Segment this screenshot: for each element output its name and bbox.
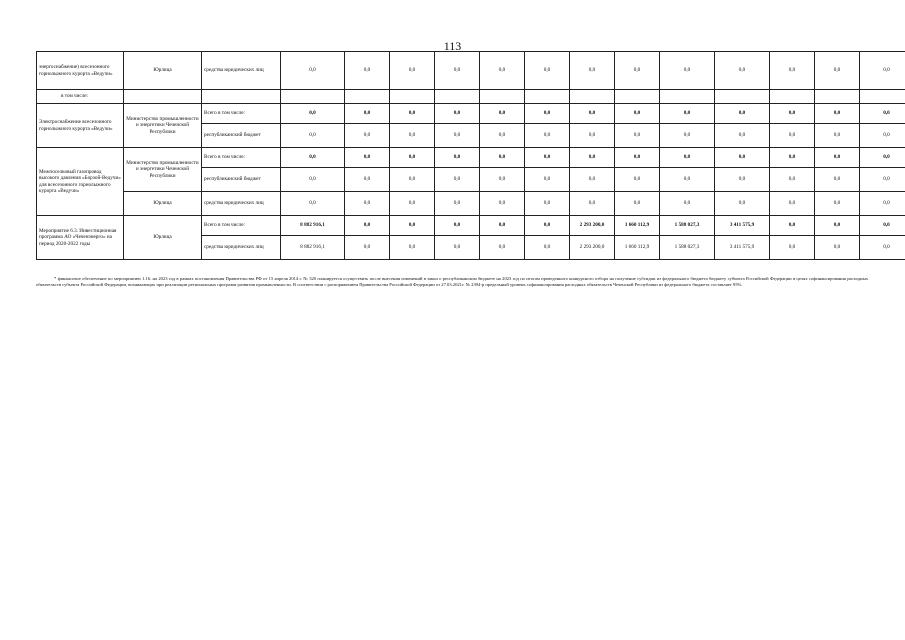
value-cell: 3 411 575,9 xyxy=(715,216,770,236)
funding-source: республиканский бюджет xyxy=(202,124,281,148)
value-cell: 0,0 xyxy=(570,148,615,168)
funding-table xyxy=(36,51,905,260)
value-cell: 0,0 xyxy=(345,52,390,90)
value-cell: 0,0 xyxy=(860,52,905,90)
value-cell: 0,0 xyxy=(715,168,770,192)
executor: Юрлица xyxy=(124,216,202,260)
value-cell: 0,0 xyxy=(770,236,815,260)
table-row xyxy=(37,216,905,236)
value-cell: 0,0 xyxy=(660,124,715,148)
funding-source: средства юридических лиц xyxy=(202,236,281,260)
value-cell xyxy=(860,90,905,104)
value-cell xyxy=(281,90,345,104)
value-cell: 0,0 xyxy=(345,236,390,260)
value-cell: 0,0 xyxy=(480,192,525,216)
value-cell: 0,0 xyxy=(615,52,660,90)
value-cell: 0,0 xyxy=(525,192,570,216)
value-cell: 0,0 xyxy=(281,168,345,192)
value-cell: 0,0 xyxy=(435,216,480,236)
value-cell: 0,0 xyxy=(860,216,905,236)
value-cell xyxy=(570,90,615,104)
value-cell: 0,0 xyxy=(525,104,570,124)
value-cell: 8 882 916,1 xyxy=(281,216,345,236)
value-cell: 2 293 200,0 xyxy=(570,216,615,236)
value-cell: 0,0 xyxy=(345,168,390,192)
value-cell: 0,0 xyxy=(660,104,715,124)
footnote: * финансовое обеспечение по мероприятию 1.16. на 2023 год в рамках постановления Правительства РФ от 15 апреля 2014 г. № 320 планируется осуществить после внесения изменений в закон о республиканском бюджете на 2023 год по итогам проведенного конкурсного отбора на получение субсидии из федерального бюджета бюджету субъекта Российской Федерации в целях софинансирования расходных обязательств субъекта Российской Федерации, возникающих при реализации региональных программ развития промышленности. В соответствии с распоряжением Правительства Российской Федерации от 27.03.2021г. № 2394-р предельный уровень софинансирования расходных обязательств Чеченской Республики из федерального бюджета составляет 95%. xyxy=(36,275,868,287)
value-cell: 0,0 xyxy=(345,216,390,236)
value-cell: 0,0 xyxy=(345,192,390,216)
value-cell: 0,0 xyxy=(525,124,570,148)
value-cell: 0,0 xyxy=(435,148,480,168)
value-cell xyxy=(815,90,860,104)
value-cell: 0,0 xyxy=(435,236,480,260)
funding-source: Всего в том числе: xyxy=(202,148,281,168)
value-cell: 0,0 xyxy=(860,124,905,148)
value-cell: 0,0 xyxy=(525,168,570,192)
table-row xyxy=(37,148,905,168)
value-cell: 3 411 575,9 xyxy=(715,236,770,260)
activity-name: Электроснабжение всесезонного горнолыжного курорта «Ведучи» xyxy=(37,104,124,148)
value-cell: 0,0 xyxy=(715,52,770,90)
value-cell: 0,0 xyxy=(815,52,860,90)
value-cell: 0,0 xyxy=(480,124,525,148)
value-cell xyxy=(345,90,390,104)
value-cell: 0,0 xyxy=(570,168,615,192)
value-cell: 0,0 xyxy=(480,148,525,168)
value-cell: 0,0 xyxy=(281,192,345,216)
value-cell: 0,0 xyxy=(480,236,525,260)
executor: Министерство промышленности и энергетики Чеченской Республики xyxy=(124,148,202,192)
value-cell: 0,0 xyxy=(715,192,770,216)
value-cell: 0,0 xyxy=(480,168,525,192)
funding-source xyxy=(202,90,281,104)
value-cell: 0,0 xyxy=(770,148,815,168)
value-cell: 0,0 xyxy=(570,104,615,124)
value-cell xyxy=(480,90,525,104)
value-cell: 0,0 xyxy=(435,52,480,90)
value-cell: 0,0 xyxy=(345,124,390,148)
value-cell: 0,0 xyxy=(390,168,435,192)
value-cell: 0,0 xyxy=(390,104,435,124)
value-cell: 0,0 xyxy=(525,236,570,260)
value-cell: 0,0 xyxy=(525,216,570,236)
value-cell: 0,0 xyxy=(345,104,390,124)
table-row xyxy=(37,104,905,124)
value-cell: 0,0 xyxy=(390,216,435,236)
value-cell: 0,0 xyxy=(390,236,435,260)
value-cell: 0,0 xyxy=(860,104,905,124)
value-cell: 0,0 xyxy=(345,148,390,168)
value-cell: 0,0 xyxy=(390,148,435,168)
value-cell: 0,0 xyxy=(570,192,615,216)
value-cell: 0,0 xyxy=(390,52,435,90)
executor: Министерство промышленности и энергетики Чеченской Республики xyxy=(124,104,202,148)
value-cell xyxy=(390,90,435,104)
funding-source: средства юридических лиц xyxy=(202,192,281,216)
table-row xyxy=(37,52,905,90)
value-cell: 1 588 027,3 xyxy=(660,236,715,260)
value-cell: 0,0 xyxy=(715,148,770,168)
value-cell: 0,0 xyxy=(770,168,815,192)
table-row xyxy=(37,192,905,216)
value-cell: 0,0 xyxy=(860,192,905,216)
value-cell: 0,0 xyxy=(815,168,860,192)
value-cell xyxy=(615,90,660,104)
value-cell: 0,0 xyxy=(281,104,345,124)
value-cell: 0,0 xyxy=(815,192,860,216)
value-cell: 0,0 xyxy=(860,148,905,168)
value-cell: 0,0 xyxy=(860,168,905,192)
executor: Юрлица xyxy=(124,192,202,216)
value-cell: 1 588 027,3 xyxy=(660,216,715,236)
value-cell: 0,0 xyxy=(525,148,570,168)
value-cell: 1 660 112,9 xyxy=(615,236,660,260)
value-cell: 0,0 xyxy=(770,216,815,236)
value-cell: 0,0 xyxy=(715,104,770,124)
value-cell: 0,0 xyxy=(660,168,715,192)
activity-name: Межпоселковый газопровод высокого давления «Борзой-Ведучи» для всесезонного горнолыжного курорта «Ведучи» xyxy=(37,148,124,216)
value-cell: 0,0 xyxy=(570,124,615,148)
value-cell: 0,0 xyxy=(715,124,770,148)
value-cell: 0,0 xyxy=(615,192,660,216)
value-cell: 0,0 xyxy=(770,192,815,216)
value-cell: 0,0 xyxy=(435,168,480,192)
value-cell: 0,0 xyxy=(281,124,345,148)
value-cell xyxy=(660,90,715,104)
value-cell: 0,0 xyxy=(815,104,860,124)
value-cell: 0,0 xyxy=(615,104,660,124)
value-cell xyxy=(435,90,480,104)
value-cell: 0,0 xyxy=(660,52,715,90)
activity-name: Мероприятие 6.3. Инвестиционная программа АО «Чеченэнерго» на период 2020-2022 годы xyxy=(37,216,124,260)
value-cell: 0,0 xyxy=(435,104,480,124)
value-cell: 0,0 xyxy=(615,168,660,192)
value-cell: 0,0 xyxy=(435,124,480,148)
value-cell: 0,0 xyxy=(390,124,435,148)
value-cell: 0,0 xyxy=(770,104,815,124)
value-cell: 0,0 xyxy=(525,52,570,90)
activity-name: энергоснабжение) всесезонного горнолыжного курорта «Ведучи» xyxy=(37,52,124,90)
subtitle-including: в том числе: xyxy=(37,90,124,104)
table-row xyxy=(37,90,905,104)
value-cell: 0,0 xyxy=(815,236,860,260)
value-cell: 0,0 xyxy=(570,52,615,90)
value-cell: 0,0 xyxy=(480,216,525,236)
value-cell: 0,0 xyxy=(815,148,860,168)
value-cell: 0,0 xyxy=(770,52,815,90)
executor xyxy=(124,90,202,104)
funding-source: средства юридических лиц xyxy=(202,52,281,90)
value-cell: 0,0 xyxy=(435,192,480,216)
value-cell: 0,0 xyxy=(815,216,860,236)
value-cell: 0,0 xyxy=(281,52,345,90)
value-cell: 0,0 xyxy=(660,192,715,216)
value-cell: 0,0 xyxy=(860,236,905,260)
page-number: 113 xyxy=(443,39,462,53)
value-cell: 0,0 xyxy=(660,148,715,168)
value-cell: 2 293 200,0 xyxy=(570,236,615,260)
value-cell: 0,0 xyxy=(815,124,860,148)
value-cell: 0,0 xyxy=(480,104,525,124)
value-cell: 1 660 112,9 xyxy=(615,216,660,236)
value-cell: 0,0 xyxy=(480,52,525,90)
value-cell: 0,0 xyxy=(770,124,815,148)
value-cell: 0,0 xyxy=(390,192,435,216)
executor: Юрлица xyxy=(124,52,202,90)
value-cell: 0,0 xyxy=(281,148,345,168)
funding-source: Всего в том числе: xyxy=(202,216,281,236)
value-cell xyxy=(770,90,815,104)
value-cell: 0,0 xyxy=(615,124,660,148)
value-cell: 0,0 xyxy=(615,148,660,168)
funding-source: Всего в том числе: xyxy=(202,104,281,124)
value-cell: 8 882 916,1 xyxy=(281,236,345,260)
funding-source: республиканский бюджет xyxy=(202,168,281,192)
value-cell xyxy=(525,90,570,104)
value-cell xyxy=(715,90,770,104)
